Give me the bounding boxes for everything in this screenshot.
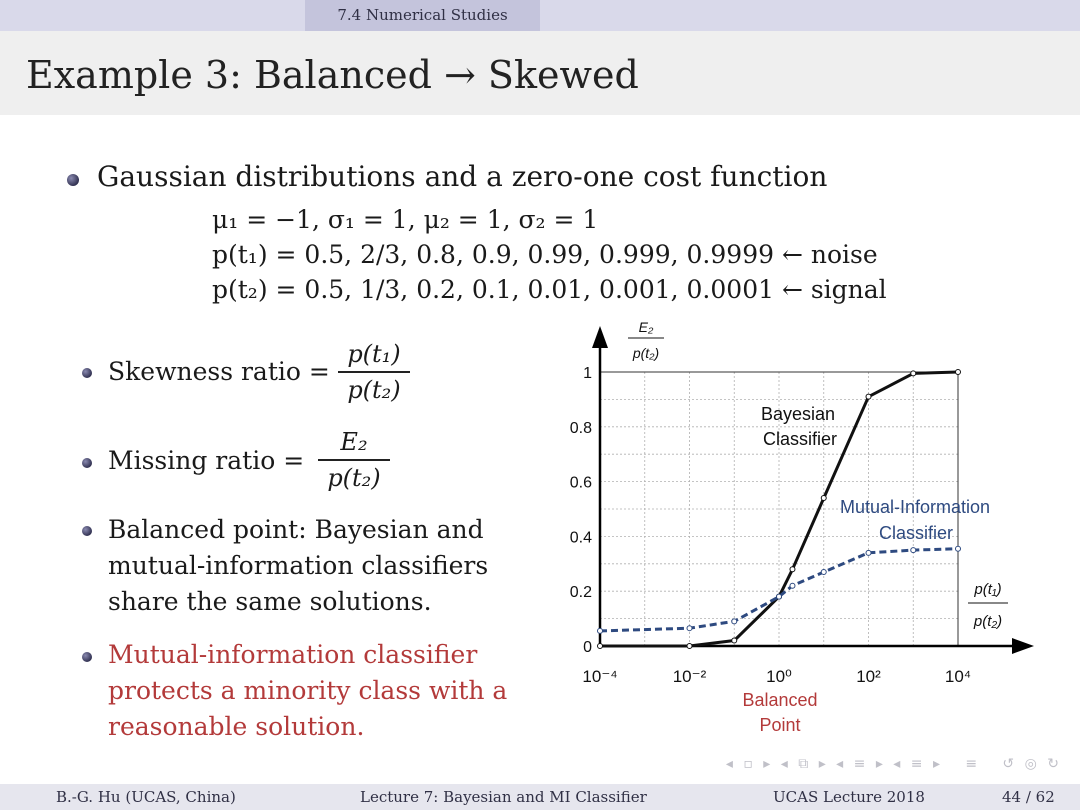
equation-prior-signal: p(t₂) = 0.5, 1/3, 0.2, 0.1, 0.01, 0.001, 0.0001 ← signal (212, 275, 887, 304)
x-tick-label: 10⁻⁴ (582, 667, 618, 686)
missing-label: Missing ratio = (108, 446, 305, 475)
missing-fraction (318, 428, 390, 492)
data-point (777, 594, 782, 599)
mi-note-line-2: protects a minority class with a (108, 676, 508, 705)
data-point (955, 370, 960, 375)
fraction-bar (338, 371, 410, 373)
y-axis-arrow (592, 326, 608, 348)
section-tab[interactable]: 7.4 Numerical Studies (305, 0, 540, 31)
mi-note-line-3: reasonable solution. (108, 712, 365, 741)
y-tick-label: 0.2 (569, 584, 592, 602)
data-point (732, 619, 737, 624)
bayesian-label-line-1: Bayesian (760, 404, 836, 424)
footer-page: 44 / 62 (1002, 788, 1055, 806)
x-axis-label-denominator: p(t₂) (973, 613, 1003, 630)
y-tick-label: 0.6 (569, 474, 592, 492)
data-point (866, 550, 871, 555)
missing-denominator: p(t₂) (327, 463, 381, 492)
equation-prior-noise: p(t₁) = 0.5, 2/3, 0.8, 0.9, 0.99, 0.999, 0.9999 ← noise (212, 240, 878, 269)
footer-bar (0, 784, 1080, 810)
y-tick-label: 0.4 (569, 529, 592, 547)
error-chart (560, 318, 1038, 742)
x-tick-label: 10² (856, 667, 881, 686)
footer-author: B.-G. Hu (UCAS, China) (56, 788, 236, 806)
slide-navigation-icons[interactable]: ◂ ▫ ▸ ◂ ⧉ ▸ ◂ ≡ ▸ ◂ ≡ ▸ ≡ ↺ ◎ ↻ (725, 756, 1062, 772)
y-axis-label-denominator: p(t₂) (632, 345, 660, 361)
fraction-bar (318, 459, 390, 461)
skewness-numerator: p(t₁) (347, 340, 401, 368)
data-point (687, 626, 692, 631)
bullet-gaussian: Gaussian distributions and a zero-one cost function (97, 160, 828, 193)
data-point (911, 548, 916, 553)
data-point (821, 570, 826, 575)
bullet-icon (82, 368, 92, 378)
data-point (955, 546, 960, 551)
page-title: Example 3: Balanced → Skewed (26, 53, 639, 97)
skewness-denominator: p(t₂) (347, 375, 401, 404)
top-navigation-bar (0, 0, 1080, 31)
balanced-point-label-line-2: Point (759, 715, 801, 735)
bullet-icon (82, 652, 92, 662)
y-axis-label-numerator: E₂ (638, 319, 654, 335)
data-point (911, 371, 916, 376)
data-point (821, 496, 826, 501)
data-point (790, 583, 795, 588)
bullet-icon (67, 174, 79, 186)
data-point (598, 628, 603, 633)
bullet-icon (82, 458, 92, 468)
balanced-point-label-line-1: Balanced (742, 690, 818, 710)
data-point (790, 567, 795, 572)
skewness-label: Skewness ratio = (108, 357, 330, 386)
balanced-line-2: mutual-information classifiers (108, 551, 489, 580)
x-axis-arrow (1012, 638, 1034, 654)
bullet-icon (82, 526, 92, 536)
skewness-fraction (338, 340, 410, 404)
data-point (732, 638, 737, 643)
footer-lecture: Lecture 7: Bayesian and MI Classifier (360, 788, 647, 806)
x-tick-label: 10⁴ (944, 667, 972, 686)
mi-label-line-1: Mutual-Information (839, 497, 991, 517)
y-tick-label: 1 (583, 365, 592, 382)
data-point (598, 644, 603, 649)
x-tick-label: 10⁻² (672, 667, 707, 686)
balanced-line-1: Balanced point: Bayesian and (108, 515, 484, 544)
missing-numerator: E₂ (340, 428, 368, 456)
bayesian-label-line-2: Classifier (762, 429, 838, 449)
mi-label-line-2: Classifier (878, 523, 954, 543)
data-point (687, 644, 692, 649)
x-tick-label: 10⁰ (766, 667, 792, 686)
y-tick-label: 0.8 (569, 419, 592, 437)
mi-note-line-1: Mutual-information classifier (108, 640, 478, 669)
equation-parameters: μ₁ = −1, σ₁ = 1, μ₂ = 1, σ₂ = 1 (212, 205, 599, 234)
footer-event: UCAS Lecture 2018 (773, 788, 925, 806)
y-tick-label: 0 (583, 639, 592, 656)
data-point (866, 394, 871, 399)
x-axis-label-numerator: p(t₁) (974, 581, 1002, 598)
balanced-line-3: share the same solutions. (108, 587, 432, 616)
